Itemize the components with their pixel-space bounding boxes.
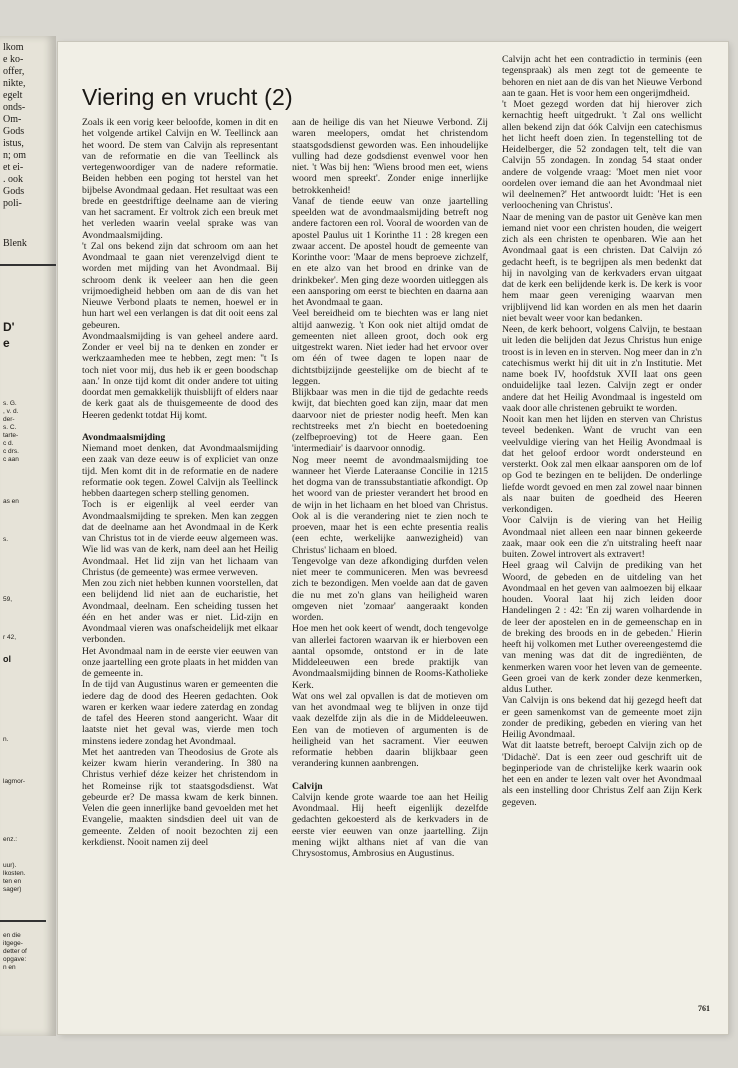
paragraph: aan de heilige dis van het Nieuwe Verbond. Zij waren meelopers, omdat het christendom staatsgodsdienst geworden was. Een inhoudelijke vulling had deze godsdienst evenwel voor hen niet. 't Was bij hen: 'Wiens brood men eet, wiens woord men spreekt'. Zonder enige innerlijke betrokkenheid! [292, 117, 488, 196]
fragment: nikte, [3, 78, 26, 89]
note: opgave: [3, 956, 27, 963]
note: r 42, [3, 634, 17, 641]
fragment: Gods [3, 186, 25, 197]
paragraph: Wat dit laatste betreft, beroept Calvijn zich op de 'Didachè'. Dat is een zeer oud geschrift uit de beginperiode van de christelijke kerk waarin ook het een en ander te lezen valt over het Avondmaal als een instelling door Christus Zelf aan Zijn Kerk gegeven. [502, 740, 702, 808]
paragraph: 't Moet gezegd worden dat hij hierover zich kernachtig heeft uitgedrukt. 't Zal ons wellicht allen bekend zijn dat óók Calvijn een catechismus het licht heeft doen zien. In tegenstelling tot de Heidelberger, die 52 zondagen telt, telt die van Calvijn 55 zondagen. In zondag 54 staat onder andere de volgende vraag: 'Moet men niet voor oordelen over iemand die aan het Avondmaal niet wil deelnemen?' Het antwoordt luidt: 'Het is een verloochening van Christus'. [502, 99, 702, 212]
divider [0, 920, 46, 922]
note: n. [3, 736, 9, 743]
paragraph: Zoals ik een vorig keer beloofde, komen in dit en het volgende artikel Calvijn en W. Teellinck aan het woord. De stem van Calvijn als representant van de reformatie en die van Teellinck als vertegenwoordiger van de nadere reformatie. Beiden hebben een poging tot herstel van het bijbelse Avondmaal gedaan. Het resultaat was een brede en geestdriftige deelname aan de viering van het sacrament. Er voltrok zich een breuk met het verleden waarin veelal sprake was van Avondmaalsmijding. [82, 117, 278, 241]
note: detter of [3, 948, 27, 955]
fragment: Om- [3, 114, 22, 125]
subheading: Calvijn [292, 780, 323, 792]
note: s. G. [3, 400, 17, 407]
fragment: poli- [3, 198, 22, 209]
subheading: Avondmaalsmijding [82, 431, 166, 443]
adjacent-page-strip [0, 36, 56, 1036]
note: as en [3, 498, 19, 505]
paragraph: Hoe men het ook keert of wendt, doch tengevolge van allerlei factoren waarvan ik er hierboven een aantal opsomde, ontstond er in de late Middeleeuwen een brede praktijk van Avondmaalsmijding binnen de Rooms-Katholieke Kerk. [292, 623, 488, 691]
note: c drs. [3, 448, 19, 455]
note: s. [3, 536, 9, 543]
paragraph: Van Calvijn is ons bekend dat hij gezegd heeft dat er geen samenkomst van de gemeente moet zijn zonder de prediking, gebeden en viering van het Heilig Avondmaal. [502, 695, 702, 740]
note: der- [3, 416, 15, 423]
divider [0, 264, 56, 266]
note: , v. d. [3, 408, 19, 415]
paragraph: Blijkbaar was men in die tijd de gedachte reeds kwijt, dat biechten goed kan zijn, maar dat men daarvoor niet de priester nodig heeft. Men kan rechtstreeks met z'n biecht en boetedoening (zelfbeproeving) tot de Heere gaan. Een 'intermediair' is daarvoor onnodig. [292, 387, 488, 455]
paragraph: Tengevolge van deze afkondiging durfden velen niet meer te communiceren. Men was bevreesd zich te bezondigen. Men voelde aan dat de gaven die nu met zo'n glans van heiligheid waren omgeven niet 'zomaar' aangeraakt konden worden. [292, 555, 488, 623]
paragraph: Niemand moet denken, dat Avondmaalsmijding een zaak van deze eeuw is of expliciet van onze tijd. Men komt dit in de reformatie en de nadere reformatie ook tegen. Zowel Calvijn als Teellinck hebben daartegen scherp stelling genomen. [82, 443, 278, 499]
paragraph: Men zou zich niet hebben kunnen voorstellen, dat een belijdend lid niet aan de eucharistie, het Avondmaal, deelnam. Een scheiding tussen het één en het ander was er niet. Lid-zijn en Avondmaal vieren was onafscheidelijk met elkaar verbonden. [82, 578, 278, 646]
paragraph: Wat ons wel zal opvallen is dat de motieven om van het avondmaal weg te blijven in onze tijd vaak dezelfde zijn als die in de Middeleeuwen. Een van de motieven of argumenten is de heiligheid van het sacrament. Vier eeuwen reformatie hebben daarin blijkbaar geen verandering kunnen aanbrengen. [292, 690, 488, 770]
paragraph: Nog meer neemt de avondmaalsmijding toe wanneer het Vierde Lateraanse Concilie in 1215 het dogma van de transsubstantiatie afkondigt. Op het woord van de priester verandert het brood en de wijn in het lichaam en het bloed van Christus. Ook al is die verandering niet te zien noch te proeven, maar het is een echte presentia realis (een echte, werkelijke aanwezigheid) van Christus' lichaam en bloed. [292, 454, 488, 556]
column-1 [82, 117, 278, 1007]
fragment: istus, [3, 138, 24, 149]
paragraph: Vanaf de tiende eeuw van onze jaartelling speelden wat de avondmaalsmijding betreft nog andere factoren een rol. Vooral de woorden van de apostel Paulus uit 1 Korinthe 11 : 28 kregen een zwaar accent. De apostel houdt de gemeente van Korinthe voor: 'Maar de mens beproeve zichzelf, en ete alzo van het brood en drinke van de drinkbeker'. Men ging deze woorden uitleggen als een aansporing om eerst te biechten en daarna aan het Avondmaal te gaan. [292, 195, 488, 308]
paragraph: 't Zal ons bekend zijn dat schroom om aan het Avondmaal te gaan niet verenzelvigd dient te worden met mijding van het Avondmaal. Bij schroom denk ik veeleer aan hen die geen vrijmoedigheid hebben om aan de dis van het Nieuwe Verbond plaats te nemen, hoewel er in hun hart wel een verlangen is dat dit ooit eens zal gebeuren. [82, 240, 278, 331]
column-2 [292, 117, 488, 1007]
paragraph: In de tijd van Augustinus waren er gemeenten die iedere dag de dood des Heeren gedachten. Ook waren er kerken waar iedere zaterdag en zondag de tafel des Heeren stond aangericht. Waar dit laatste niet het geval was, vierde men toch minstens iedere zondag het Avondmaal. [82, 679, 278, 747]
note: s. C. [3, 424, 17, 431]
paragraph: Neen, de kerk behoort, volgens Calvijn, te bestaan uit leden die belijden dat Jezus Christus hun enige troost is in leven en in sterven. Nog meer dan in z'n catechismus werkt hij dit uit in z'n Institutie. Met name boek IV, hoofdstuk XVII laat ons geen onduidelijke taal lezen. Calvijn zegt er onder andere dat het Heilig Avondmaal is ingesteld om vaak door alle christenen gebruikt te worden. [502, 324, 702, 414]
fragment: et ei- [3, 162, 24, 173]
fragment: e ko- [3, 54, 24, 65]
paragraph: Het Avondmaal nam in de eerste vier eeuwen van onze jaartelling een grote plaats in het midden van de gemeente in. [82, 645, 278, 679]
fragment: n; om [3, 150, 27, 161]
paragraph: Nooit kan men het lijden en sterven van Christus teveel bedenken. Want de vrucht van een veelvuldige viering van het Heilig Avondmaal is dat het geloof erdoor wordt ondersteund en versterkt. Ook zal men elkaar aansporen om de lof op God te bezingen en te belijden. De onderlinge liefde wordt gevoed en men zal zowel naar binnen als naar buiten de goedheid des Heeren verkondigen. [502, 414, 702, 515]
note: n en [3, 964, 16, 971]
paragraph: Toch is er eigenlijk al veel eerder van Avondmaalsmijding te spreken. Men kan zeggen dat de deelname aan het Avondmaal in de Kerk van Christus tot in de vierde eeuw algemeen was. Wie lid was van de kerk, nam deel aan het Heilig Avondmaal. Het lid zijn van het lichaam van Christus (de gemeente) was ermee verweven. [82, 499, 278, 578]
fragment: Gods [3, 126, 25, 137]
note: sager) [3, 886, 22, 893]
paragraph: Calvijn kende grote waarde toe aan het Heilig Avondmaal. Hij heeft eigenlijk dezelfde gedachten gekoesterd als de kerkvaders in de eerste vier eeuwen van onze jaartelling. Zijn mening wijkt althans niet af van die van Chrysostomus, Ambrosius en Augustinus. [292, 791, 488, 859]
paragraph: Avondmaalsmijding is van geheel andere aard. Zonder er veel bij na te denken en zonder er werkzaamheden mee te hebben, zegt men: ''t Is toch niet voor mij, dus heb ik er geen boodschap aan.' In onze tijd komt dit onder andere tot uiting doordat men gemakkelijk thuisblijft of elders naar de kerk gaat als de thuisgemeente de dood des Heeren gedenkt totdat Hij komt. [82, 330, 278, 421]
note: c aan [3, 456, 19, 463]
box-letter: e [3, 336, 10, 350]
paragraph: Veel bereidheid om te biechten was er lang niet altijd aanwezig. 't Kon ook niet altijd omdat de gemeenten niet alleen groot, doch ook erg uitgestrekt waren. Niet ieder had het ervoor over om één of twee dagen te lopen naar de dichtstbijzijnde geestelijke om de biecht af te leggen. [292, 308, 488, 387]
fragment: onds- [3, 102, 26, 113]
note: tarte- [3, 432, 19, 439]
paragraph: Met het aantreden van Theodosius de Grote als keizer kwam hierin verandering. In 380 na Christus verhief déze keizer het christendom in het Romeinse rijk tot staatsgodsdienst. Wat gebeurde er? De massa kwam de kerk binnen. Velen die geen innerlijke band gevoelden met het Evangelie, maakten sindsdien deel uit van de gemeente. Zelden of nooit bezochten zij een kerkdienst. Nooit namen zij deel [82, 746, 278, 848]
note: en die [3, 932, 21, 939]
box-letters: D' [3, 320, 15, 334]
note: c d. [3, 440, 14, 447]
note: 59, [3, 596, 13, 603]
paragraph: Voor Calvijn is de viering van het Heilig Avondmaal niet alleen een naar binnen gekeerde zaak, maar ook een die z'n uitstraling heeft naar buiten. Zowel introvert als extravert! [502, 515, 702, 560]
fragment: . ook [3, 174, 23, 185]
note: lkosten. [3, 870, 26, 877]
note: lagmor- [3, 778, 26, 785]
left-page-label: Blenk [3, 238, 27, 249]
note: ol [3, 654, 11, 664]
paragraph: Heel graag wil Calvijn de prediking van het Woord, de gebeden en de uitdeling van het Avondmaal en het geven van aalmoezen bij elkaar houden. Vooral laat hij zich leiden door Handelingen 2 : 42: 'En zij waren volhardende in de leer der apostelen en in de gemeenschap en in de breking des broods en in de gebeden.' Hierin heeft hij volkomen met Luther overeengestemd die van mening was dat dit de ingrediënten, de kenmerken waren voor het leven van de gemeente. Geen groei van de kerk zonder deze kenmerken, aldus Luther. [502, 560, 702, 695]
paragraph: Calvijn acht het een contradictio in terminis (een tegenspraak) als men zegt tot de gemeente te behoren en niet aan de dis van het Nieuwe Verbond aan te gaan. Het is voor hem een ongerijmdheid. [502, 54, 702, 99]
article-page [58, 42, 728, 1034]
column-3 [502, 54, 702, 1009]
paragraph: Naar de mening van de pastor uit Genève kan men iemand niet voor een christen houden, die weigert zich als een christen te openbaren. Wie aan het Avondmaal gaat is een christen. Dat Calvijn zó gedacht heeft, is te begrijpen als men bedenkt dat hij in navolging van de kerkvaders ervan uitgaat dat de kerk een belijdende kerk is. De kerk is voor hem maar geen vereniging waarvan men vrijblijvend lid kan worden en als men het daarin niet bevalt weer voor kan bedanken. [502, 211, 702, 324]
note: enz.: [3, 836, 18, 843]
article-title: Viering en vrucht (2) [82, 84, 293, 110]
note: itgege- [3, 940, 23, 947]
note: uur). [3, 862, 17, 869]
page-number: 761 [698, 1004, 710, 1013]
fragment: egelt [3, 90, 23, 101]
fragment: offer, [3, 66, 25, 77]
fragment: lkom [3, 42, 24, 53]
note: ten en [3, 878, 22, 885]
